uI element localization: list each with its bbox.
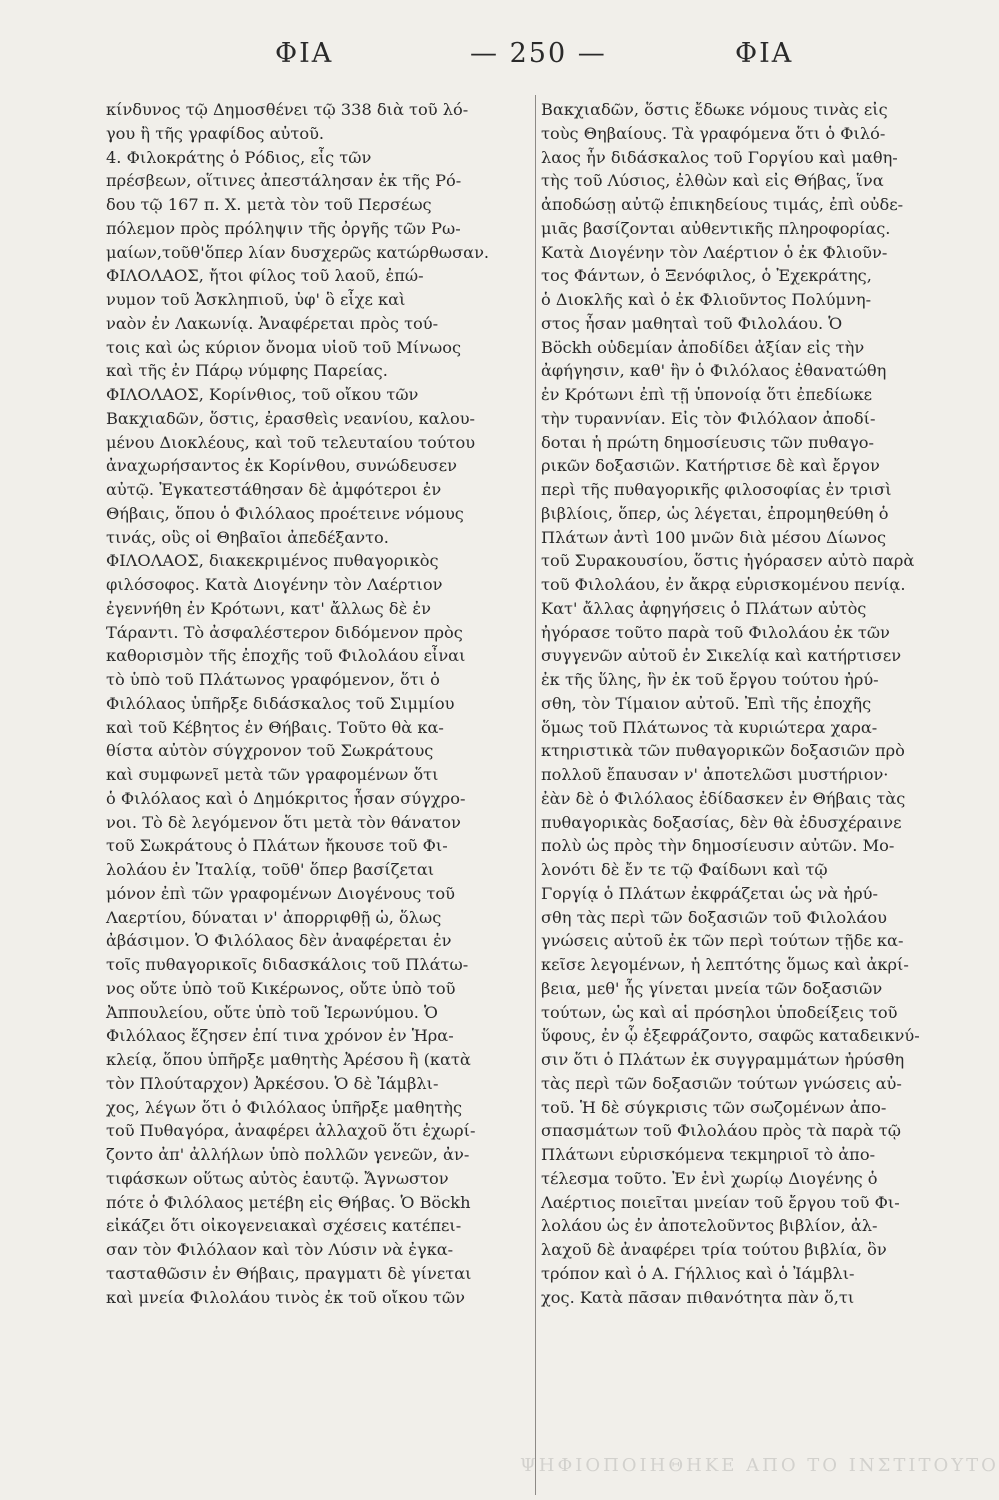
- text-line: πολὺ ὡς πρὸς τὴν δημοσίευσιν αὐτῶν. Μο-: [541, 836, 895, 856]
- text-line: ΦΙΛΟΛΑΟΣ, Κορίνθιος, τοῦ οἴκου τῶν: [106, 385, 419, 404]
- text-line: ἠγόρασε τοῦτο παρὰ τοῦ Φιλολάου ἐκ τῶν: [541, 622, 890, 642]
- text-line: ρικῶν δοξασιῶν. Κατήρτισε δὲ καὶ ἔργον: [541, 456, 880, 476]
- page-header: [0, 38, 959, 88]
- text-line: τιφάσκων οὕτως αὐτὸς ἑαυτῷ. Ἄγνωστον: [106, 1168, 449, 1188]
- text-line: λονότι δὲ ἔν τε τῷ Φαίδωνι καὶ τῷ: [541, 860, 828, 879]
- text-line: ΦΙΛΟΛΑΟΣ, διακεκριμένος πυθαγορικὸς: [106, 551, 439, 571]
- text-line: τοις καὶ ὡς κύριον ὄνομα υἱοῦ τοῦ Μίνωος: [106, 337, 462, 357]
- text-line: τρόπον καὶ ὁ Α. Γήλλιος καὶ ὁ Ἰάμβλι-: [541, 1263, 855, 1283]
- text-line: δοται ἡ πρώτη δημοσίευσις τῶν πυθαγο-: [541, 432, 874, 452]
- text-line: λολάου ὡς ἐν ἀποτελοῦντος βιβλίον, ἀλ-: [541, 1216, 878, 1236]
- text-line: γου ἢ τῆς γραφίδος αὐτοῦ.: [106, 123, 325, 143]
- text-line: τοῖς πυθαγορικοῖς διδασκάλοις τοῦ Πλάτω-: [106, 955, 469, 974]
- text-line: πόλεμον πρὸς πρόληψιν τῆς ὀργῆς τῶν Ρω-: [106, 218, 461, 238]
- text-line: Λαερτίου, δύναται ν' ἀπορριφθῇ ὡ, ὅλως: [106, 907, 442, 927]
- text-line: ὁ Φιλόλαος καὶ ὁ Δημόκριτος ἦσαν σύγχρο-: [106, 788, 466, 808]
- text-line: λολάου ἐν Ἰταλίᾳ, τοῦθ' ὅπερ βασίζεται: [106, 860, 435, 879]
- text-line: καὶ συμφωνεῖ μετὰ τῶν γραφομένων ὅτι: [106, 765, 439, 784]
- text-line: τοῦ Σωκράτους ὁ Πλάτων ἤκουσε τοῦ Φι-: [106, 836, 448, 856]
- text-line: σθη, τὸν Τίμαιον αὐτοῦ. Ἐπὶ τῆς ἐποχῆς: [541, 693, 872, 713]
- text-line: λαος ἦν διδάσκαλος τοῦ Γοργίου καὶ μαθη-: [541, 147, 898, 167]
- column-divider: [535, 95, 536, 1495]
- text-line: καὶ τοῦ Κέβητος ἐν Θήβαις. Τοῦτο θὰ κα-: [106, 717, 444, 737]
- text-line: ἀβάσιμον. Ὁ Φιλόλαος δὲν ἀναφέρεται ἐν: [106, 931, 452, 951]
- text-line: θίστα αὐτὸν σύγχρονον τοῦ Σωκράτους: [106, 741, 434, 761]
- text-line: κτηριστικὰ τῶν πυθαγορικῶν δοξασιῶν πρὸ: [541, 741, 905, 761]
- text-line: Κατὰ Διογένην τὸν Λαέρτιον ὁ ἐκ Φλιοῦν-: [541, 242, 888, 262]
- right-column: [541, 98, 965, 1488]
- text-line: Φιλόλαος ἔζησεν ἐπί τινα χρόνον ἐν Ἡρα-: [106, 1026, 454, 1046]
- text-line: σιν ὅτι ὁ Πλάτων ἐκ συγγραμμάτων ἠρύσθη: [541, 1050, 905, 1069]
- text-line: τοῦ. Ἡ δὲ σύγκρισις τῶν σωζομένων ἀπο-: [541, 1097, 887, 1117]
- text-line: τὰς περὶ τῶν δοξασιῶν τούτων γνώσεις αὐ-: [541, 1073, 902, 1093]
- text-line: λαχοῦ δὲ ἀναφέρει τρία τούτου βιβλία, ὃν: [541, 1240, 887, 1259]
- text-line: καὶ τῆς ἐν Πάρῳ νύμφης Παρείας.: [106, 361, 388, 381]
- text-line: πολλοῦ ἔπαυσαν ν' ἀποτελῶσι μυστήριον·: [541, 765, 889, 784]
- text-line: εἰκάζει ὅτι οἰκογενειακαὶ σχέσεις κατέπει-: [106, 1216, 462, 1236]
- text-line: τὸν Πλούταρχον) Ἀρκέσου. Ὁ δὲ Ἰάμβλι-: [106, 1073, 439, 1093]
- text-line: ζοντο ἀπ' ἀλλήλων ὑπὸ πολλῶν γενεῶν, ἀν-: [106, 1145, 470, 1164]
- text-line: Φιλόλαος ὑπῆρξε διδάσκαλος τοῦ Σιμμίου: [106, 693, 455, 713]
- text-line: νυμον τοῦ Ἀσκληπιοῦ, ὑφ' ὃ εἶχε καὶ: [106, 290, 406, 309]
- page-number: — 250 —: [470, 38, 607, 69]
- text-line: νος οὔτε ὑπὸ τοῦ Κικέρωνος, οὔτε ὑπὸ τοῦ: [106, 978, 456, 998]
- text-line: αὐτῷ. Ἐγκατεστάθησαν δὲ ἀμφότεροι ἐν: [106, 480, 442, 499]
- text-line: ἀποδώσῃ αὐτῷ ἐπικηδείους τιμάς, ἐπὶ οὐδε-: [541, 195, 904, 214]
- text-line: τούτων, ὡς καὶ αἱ πρόσηλοι ὑποδείξεις τοῦ: [541, 1002, 898, 1022]
- text-line: ἐκ τῆς ὕλης, ἣν ἐκ τοῦ ἔργου τούτου ἠρύ-: [541, 670, 879, 689]
- text-line: τέλεσμα τοῦτο. Ἐν ἑνὶ χωρίῳ Διογένης ὁ: [541, 1168, 878, 1188]
- text-line: τινάς, οὓς οἱ Θηβαῖοι ἀπεδέξαντο.: [106, 527, 389, 547]
- text-line: τοῦ Φιλολάου, ἐν ἄκρᾳ εὑρισκομένου πενίᾳ.: [541, 575, 906, 594]
- text-line: 4. Φιλοκράτης ὁ Ρόδιος, εἷς τῶν: [106, 147, 372, 167]
- text-line: κλείᾳ, ὅπου ὑπῆρξε μαθητὴς Ἀρέσου ἢ (κατὰ: [106, 1050, 471, 1069]
- text-line: ναὸν ἐν Λακωνίᾳ. Ἀναφέρεται πρὸς τού-: [106, 313, 439, 333]
- text-line: ἀναχωρήσαντος ἐκ Κορίνθου, συνώδευσεν: [106, 456, 457, 476]
- text-line: κίνδυνος τῷ Δημοσθένει τῷ 338 διὰ τοῦ λό-: [106, 100, 469, 119]
- text-line: βεια, μεθ' ἧς γίνεται μνεία τῶν δοξασιῶν: [541, 978, 883, 998]
- text-line: τὸ ὑπὸ τοῦ Πλάτωνος γραφόμενον, ὅτι ὁ: [106, 670, 440, 689]
- text-line: βιβλίοις, ὅπερ, ὡς λέγεται, ἐπρομηθεύθη ὁ: [541, 503, 889, 523]
- text-line: τασταθῶσιν ἐν Θήβαις, πραγματι δὲ γίνεται: [106, 1263, 472, 1283]
- text-line: Βακχιαδῶν, ὅστις ἔδωκε νόμους τινὰς εἰς: [541, 100, 888, 119]
- text-line: ἐν Κρότωνι ἐπὶ τῇ ὑπονοίᾳ ὅτι ἐπεδίωκε: [541, 385, 873, 404]
- text-line: σπασμάτων τοῦ Φιλολάου πρὸς τὰ παρὰ τῷ: [541, 1121, 901, 1141]
- text-line: τοὺς Θηβαίους. Τὰ γραφόμενα ὅτι ὁ Φιλό-: [541, 123, 886, 143]
- text-line: πότε ὁ Φιλόλαος μετέβη εἰς Θήβας. Ὁ Böckh: [106, 1192, 471, 1212]
- text-line: πυθαγορικὰς δοξασίας, δὲν θὰ ἐδυσχέραινε: [541, 812, 902, 832]
- text-line: συγγενῶν αὐτοῦ ἐν Σικελίᾳ καὶ κατήρτισεν: [541, 646, 902, 666]
- text-line: περὶ τῆς πυθαγορικῆς φιλοσοφίας ἐν τρισὶ: [541, 480, 892, 499]
- text-line: ἐὰν δὲ ὁ Φιλόλαος ἐδίδασκεν ἐν Θήβαις τὰς: [541, 788, 906, 808]
- text-line: δου τῷ 167 π. Χ. μετὰ τὸν τοῦ Περσέως: [106, 195, 432, 214]
- text-line: Βακχιαδῶν, ὅστις, ἐρασθεὶς νεανίου, καλου-: [106, 408, 476, 428]
- text-line: τὴς τοῦ Λύσιος, ἐλθὼν καὶ εἰς Θήβας, ἵνα: [541, 171, 884, 191]
- text-line: Λαέρτιος ποιεῖται μνείαν τοῦ ἔργου τοῦ Φι-: [541, 1192, 900, 1212]
- text-line: χος. Κατὰ πᾶσαν πιθανότητα πὰν ὅ,τι: [541, 1287, 855, 1307]
- text-line: Böckh οὐδεμίαν ἀποδίδει ἀξίαν εἰς τὴν: [541, 337, 865, 357]
- left-column: [106, 98, 530, 1488]
- text-line: ὁ Διοκλῆς καὶ ὁ ἐκ Φλιοῦντος Πολύμνη-: [541, 290, 872, 309]
- library-watermark: ΨΗΦΙΟΠΟΙΗΘΗΚΕ ΑΠΟ ΤΟ ΙΝΣΤΙΤΟΥΤΟ: [520, 1455, 999, 1476]
- text-line: μόνον ἐπὶ τῶν γραφομένων Διογένους τοῦ: [106, 883, 455, 903]
- text-line: Θήβαις, ὅπου ὁ Φιλόλαος προέτεινε νόμους: [106, 503, 464, 523]
- text-line: Ἀππουλείου, οὔτε ὑπὸ τοῦ Ἱερωνύμου. Ὁ: [106, 1002, 438, 1022]
- text-line: μιᾶς βασίζονται αὐθεντικῆς πληροφορίας.: [541, 218, 891, 238]
- text-line: ὕφους, ἐν ᾧ ἐξεφράζοντο, σαφῶς καταδεικνύ-: [541, 1026, 920, 1046]
- text-line: Κατ' ἄλλας ἀφηγήσεις ὁ Πλάτων αὐτὸς: [541, 598, 867, 618]
- text-line: τοῦ Συρακουσίου, ὅστις ἠγόρασεν αὐτὸ παρὰ: [541, 551, 915, 571]
- text-line: Τάραντι. Τὸ ἀσφαλέστερον διδόμενον πρὸς: [106, 622, 463, 642]
- text-line: τοῦ Πυθαγόρα, ἀναφέρει ἀλλαχοῦ ὅτι ἐχωρί-: [106, 1121, 476, 1141]
- header-left-keyword: ΦΙΑ: [275, 38, 334, 69]
- text-line: Πλάτωνι εὑρισκόμενα τεκμηριοῖ τὸ ἀπο-: [541, 1145, 876, 1164]
- text-line: φιλόσοφος. Κατὰ Διογένην τὸν Λαέρτιον: [106, 575, 443, 594]
- text-line: Γοργίᾳ ὁ Πλάτων ἐκφράζεται ὡς νὰ ἠρύ-: [541, 883, 878, 903]
- text-line: μαίων,τοῦθ'ὅπερ λίαν δυσχερῶς κατώρθωσαν.: [106, 242, 490, 262]
- text-line: τὴν τυραννίαν. Εἰς τὸν Φιλόλαον ἀποδί-: [541, 408, 876, 428]
- text-line: ἀφήγησιν, καθ' ἣν ὁ Φιλόλαος ἐθανατώθη: [541, 361, 887, 381]
- text-line: καθορισμὸν τῆς ἐποχῆς τοῦ Φιλολάου εἶναι: [106, 646, 466, 666]
- text-line: ΦΙΛΟΛΑΟΣ, ἤτοι φίλος τοῦ λαοῦ, ἐπώ-: [106, 266, 424, 286]
- text-line: γνώσεις αὐτοῦ ἐκ τῶν περὶ τούτων τῇδε κα-: [541, 931, 904, 951]
- text-line: πρέσβεων, οἵτινες ἀπεστάλησαν ἐκ τῆς Ρό-: [106, 171, 462, 191]
- text-line: Πλάτων ἀντὶ 100 μνῶν διὰ μέσου Δίωνος: [541, 527, 887, 547]
- text-line: σαν τὸν Φιλόλαον καὶ τὸν Λύσιν νὰ ἐγκα-: [106, 1240, 454, 1259]
- text-line: μένου Διοκλέους, καὶ τοῦ τελευταίου τούτου: [106, 432, 476, 452]
- text-line: ὅμως τοῦ Πλάτωνος τὰ κυριώτερα χαρα-: [541, 717, 878, 737]
- text-line: καὶ μνεία Φιλολάου τινὸς ἐκ τοῦ οἴκου τῶν: [106, 1287, 465, 1307]
- text-line: κεῖσε λεγομένων, ἡ λεπτότης ὅμως καὶ ἀκρί-: [541, 955, 909, 974]
- text-line: σθη τὰς περὶ τῶν δοξασιῶν τοῦ Φιλολάου: [541, 907, 887, 927]
- text-line: τος Φάντων, ὁ Ξενόφιλος, ὁ Ἐχεκράτης,: [541, 266, 872, 286]
- text-line: στος ἦσαν μαθηταὶ τοῦ Φιλολάου. Ὁ: [541, 313, 843, 333]
- text-line: νοι. Τὸ δὲ λεγόμενον ὅτι μετὰ τὸν θάνατον: [106, 812, 461, 832]
- text-line: χος, λέγων ὅτι ὁ Φιλόλαος ὑπῆρξε μαθητὴς: [106, 1097, 463, 1117]
- header-right-keyword: ΦΙΑ: [735, 38, 794, 69]
- text-line: ἐγεννήθη ἐν Κρότωνι, κατ' ἄλλως δὲ ἐν: [106, 598, 431, 618]
